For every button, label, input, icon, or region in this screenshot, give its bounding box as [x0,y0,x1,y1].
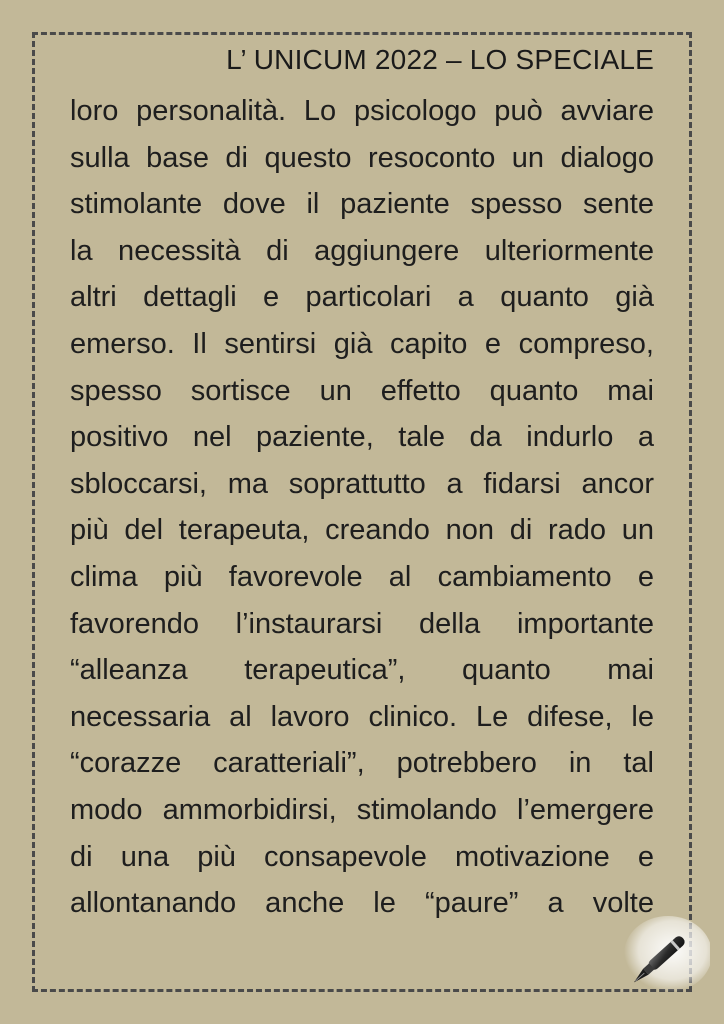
text-line: più del terapeuta, creando non di rado un [70,514,654,547]
text-line: allontanando anche le “paure” a volte [70,887,654,920]
text-line: “corazze caratteriali”, potrebbero in tal [70,747,654,780]
fountain-pen-icon [618,916,710,996]
text-line: favorendo l’instaurarsi della importante [70,607,654,640]
text-line: positivo nel paziente, tale da indurlo a [70,421,654,454]
text-line: necessaria al lavoro clinico. Le difese, le [70,700,654,733]
text-line: sulla base di questo resoconto un dialogo [70,141,654,174]
text-line: la necessità di aggiungere ulteriormente [70,234,654,267]
text-line: modo ammorbidirsi, stimolando l’emergere [70,793,654,826]
article-body [70,88,654,927]
text-line: spesso sortisce un effetto quanto mai [70,374,654,407]
text-line: altri dettagli e particolari a quanto già [70,281,654,314]
text-line: emerso. Il sentirsi già capito e compreso, [70,327,654,360]
text-line: “alleanza terapeutica”, quanto mai [70,654,654,687]
text-line: loro personalità. Lo psicologo può avviare [70,95,654,127]
text-line: sbloccarsi, ma soprattutto a fidarsi ancor [70,467,654,500]
text-line: stimolante dove il paziente spesso sente [70,188,654,221]
page-header: L’ UNICUM 2022 – LO SPECIALE [226,44,654,75]
text-line: clima più favorevole al cambiamento e [70,560,654,593]
text-line: di una più consapevole motivazione e [70,840,654,873]
